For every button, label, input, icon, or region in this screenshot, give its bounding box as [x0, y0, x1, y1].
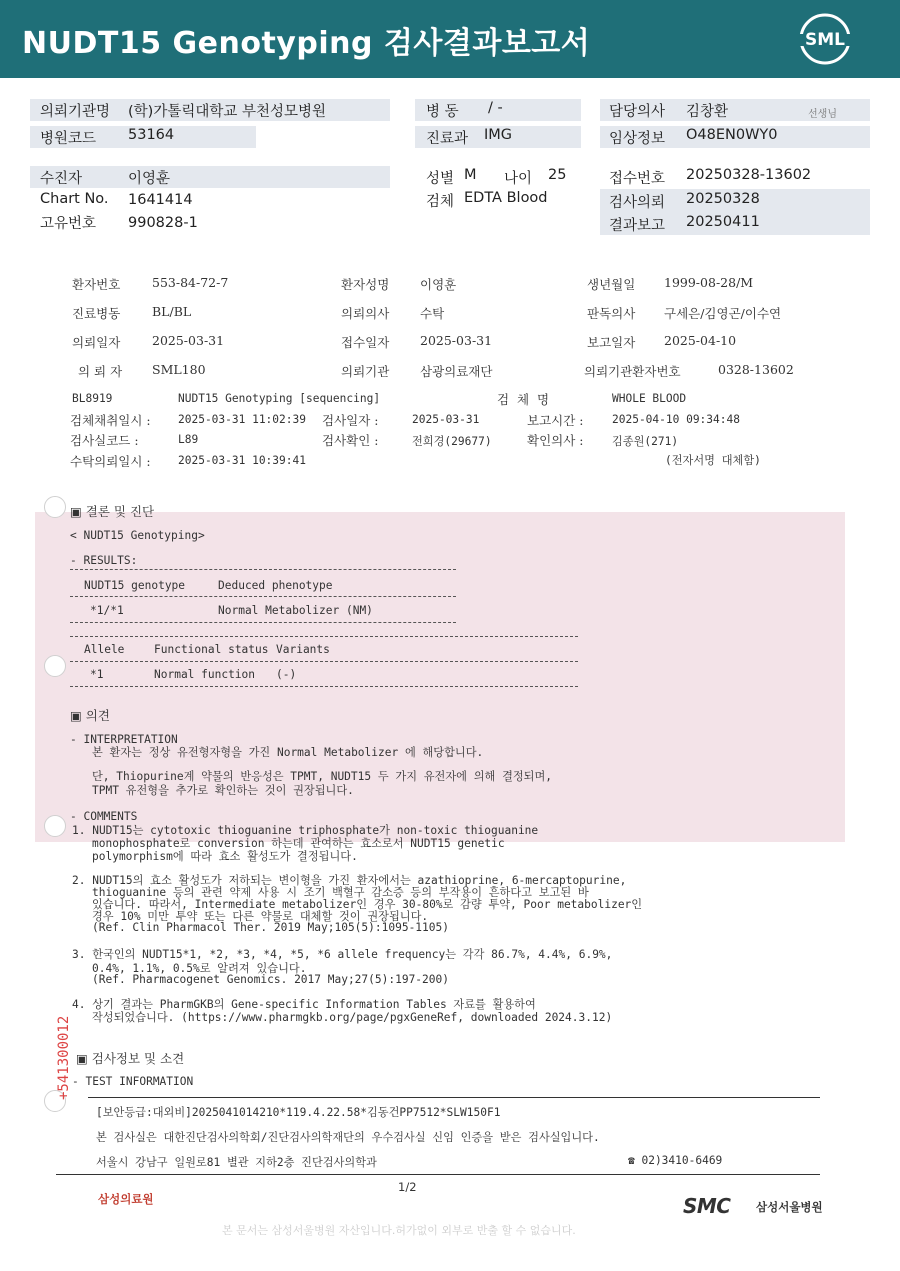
punch-hole-icon [44, 815, 66, 837]
pb-label: 의뢰기관환자번호 [584, 364, 681, 379]
phone-line: ☎ 02)3410-6469 [628, 1154, 723, 1167]
pb-label: 접수일자 [341, 335, 390, 350]
value-allele: *1 [90, 668, 104, 681]
doctor-value: 김창환 [686, 104, 729, 120]
request-date-value: 20250328 [686, 191, 760, 207]
pb-value: 0328-13602 [718, 362, 794, 377]
pb-label: 보고일자 [587, 335, 636, 350]
chart-value: 1641414 [128, 192, 193, 208]
divider [70, 622, 456, 623]
comment-line: 3. 한국인의 NUDT15*1, *2, *3, *4, *5, *6 allele frequency는 각각 86.7%, 4.4%, 6.9%, [72, 948, 613, 961]
divider [70, 636, 578, 637]
header-phenotype: Deduced phenotype [218, 579, 333, 592]
sex-label: 성별 [426, 171, 455, 187]
patient-row [30, 166, 390, 188]
confirm-doc-value: 김종원(271) [612, 435, 679, 448]
exam-date-value: 2025-03-31 [412, 413, 480, 426]
pb-value: 수탁 [420, 306, 445, 321]
header-genotype: NUDT15 genotype [84, 579, 186, 592]
comment-line: 4. 상기 결과는 PharmGKB의 Gene-specific Information Tables 자료를 활용하여 [72, 998, 536, 1011]
sex-value: M [464, 167, 477, 183]
samsung-seoul-brand: 삼성서울병원 [756, 1200, 823, 1214]
section-opinion: ▣ 의견 [70, 708, 110, 723]
doctor-suffix: 선생님 [808, 109, 837, 120]
receipt-value: 20250328-13602 [686, 167, 812, 183]
sml-logo-icon [796, 12, 854, 66]
header-bar [0, 0, 900, 78]
comment-line: 경우 10% 미만 투약 또는 다른 약물로 대체할 것이 권장됩니다. [92, 910, 429, 923]
pb-label: 의뢰일자 [72, 335, 121, 350]
value-variants: (-) [276, 668, 297, 681]
confirm-label: 검사확인 : [322, 433, 379, 448]
specimen-value: EDTA Blood [464, 190, 548, 206]
receipt-label: 접수번호 [609, 171, 666, 187]
divider [70, 596, 456, 597]
test-code: BL8919 [72, 392, 113, 405]
interpretation-line: TPMT 유전형을 추가로 확인하는 것이 권장됩니다. [92, 784, 354, 797]
pb-label: 환자성명 [341, 277, 390, 292]
results-label: - RESULTS: [70, 554, 138, 567]
uid-value: 990828-1 [128, 215, 198, 231]
specimen-name-value: WHOLE BLOOD [612, 392, 687, 405]
comments-label: - COMMENTS [70, 810, 138, 823]
pb-value: 2025-03-31 [152, 333, 225, 348]
comment-line: 2. NUDT15의 효소 활성도가 저하되는 변이형을 가진 환자에서는 azathioprine, 6-mercaptopurine, [72, 874, 627, 887]
address-line: 서울시 강남구 일원로81 별관 지하2층 진단검사의학과 [96, 1156, 377, 1169]
chart-label: Chart No. [40, 191, 109, 207]
pb-label: 의 뢰 자 [78, 364, 123, 379]
value-genotype: *1/*1 [90, 604, 124, 617]
test-info-title: - TEST INFORMATION [72, 1075, 194, 1088]
confirm-value: 전희경(29677) [412, 435, 492, 448]
divider [70, 661, 578, 662]
comment-line: polymorphism에 따라 효소 활성도가 결정됩니다. [92, 850, 358, 863]
samsung-medical-brand: 삼성의료원 [98, 1192, 154, 1206]
lab-code-value: L89 [178, 433, 199, 446]
page-title: NUDT15 Genotyping 검사결과보고서 [22, 26, 591, 61]
punch-hole-icon [44, 655, 66, 677]
report-date-value: 20250411 [686, 214, 760, 230]
sml-logo-text: SML [805, 30, 845, 50]
doctor-label: 담당의사 [609, 104, 666, 120]
pb-label: 판독의사 [587, 306, 636, 321]
pb-value: 2025-03-31 [420, 333, 493, 348]
comment-line: (Ref. Pharmacogenet Genomics. 2017 May;27(5):197-200) [92, 973, 449, 986]
value-phenotype: Normal Metabolizer (NM) [218, 604, 373, 617]
divider [70, 686, 578, 687]
clinic-label: 임상정보 [609, 131, 666, 147]
divider [88, 1097, 820, 1098]
exam-date-label: 검사일자 : [322, 413, 379, 428]
esign-note: (전자서명 대체함) [665, 454, 761, 467]
patient-value: 이영훈 [128, 171, 171, 187]
collect-label: 검체채취일시 : [70, 413, 151, 428]
comment-line: 1. NUDT15는 cytotoxic thioguanine triphosphate가 non-toxic thioguanine [72, 824, 539, 837]
comment-line: 0.4%, 1.1%, 0.5%로 알려져 있습니다. [92, 962, 307, 975]
value-functional: Normal function [154, 668, 256, 681]
pb-value: SML180 [152, 362, 206, 377]
pb-value: BL/BL [152, 304, 192, 319]
clinic-value: O48EN0WY0 [686, 127, 778, 143]
security-line: [보안등급:대외비]2025041014210*119.4.22.58*김동건PP7512*SLW150F1 [96, 1106, 501, 1119]
side-serial-number: +541300012 [56, 1015, 72, 1100]
pb-label: 환자번호 [72, 277, 121, 292]
pb-value: 삼광의료재단 [420, 364, 493, 379]
copyright-notice: 본 문서는 삼성서울병원 자산입니다.허가없이 외부로 반출 할 수 없습니다. [222, 1224, 576, 1237]
comment-line: thioguanine 등의 관련 약제 사용 시 조기 백혈구 감소증 등의 부작용이 흔하다고 보고된 바 [92, 886, 589, 899]
section-conclusion: ▣ 결론 및 진단 [70, 504, 155, 519]
pb-value: 구세은/김영곤/이수연 [664, 306, 782, 321]
pb-value: 2025-04-10 [664, 333, 737, 348]
punch-hole-icon [44, 496, 66, 518]
pb-value: 이영훈 [420, 277, 457, 292]
uid-label: 고유번호 [40, 216, 97, 232]
conclusion-title: < NUDT15 Genotyping> [70, 529, 205, 542]
comment-line: 있습니다. 따라서, Intermediate metabolizer인 경우 30-80%로 감량 투약, Poor metabolizer인 [92, 898, 643, 911]
pb-label: 의뢰의사 [341, 306, 390, 321]
code-label: 병원코드 [40, 131, 97, 147]
section-test-info: ▣ 검사정보 및 소견 [76, 1051, 185, 1066]
request-date-label: 검사의뢰 [609, 195, 666, 211]
ward-value: / - [488, 100, 503, 116]
trust-label: 수탁의뢰일시 : [70, 454, 151, 469]
test-name: NUDT15 Genotyping [sequencing] [178, 392, 381, 405]
report-date-label: 결과보고 [609, 218, 666, 234]
interpretation-line: 본 환자는 정상 유전형자형을 가진 Normal Metabolizer 에 해당합니다. [92, 746, 484, 759]
comment-line: monophosphate로 conversion 하는데 관여하는 효소로서 NUDT15 genetic [92, 837, 505, 850]
age-value: 25 [548, 167, 567, 183]
interpretation-line: 단, Thiopurine계 약물의 반응성은 TPMT, NUDT15 두 가지 유전자에 의해 결정되며, [92, 770, 553, 783]
specimen-label: 검체 [426, 194, 455, 210]
patient-label: 수진자 [40, 171, 83, 187]
trust-value: 2025-03-31 10:39:41 [178, 454, 306, 467]
smc-logo: SMC [683, 1194, 731, 1218]
header-allele: Allele [84, 643, 125, 656]
header-functional: Functional status [154, 643, 269, 656]
lab-code-label: 검사실코드 : [70, 433, 139, 448]
age-label: 나이 [504, 171, 533, 187]
ward-label: 병 동 [426, 104, 459, 120]
header-variants: Variants [276, 643, 330, 656]
dept-value: IMG [484, 127, 513, 143]
report-time-value: 2025-04-10 09:34:48 [612, 413, 740, 426]
divider [70, 569, 456, 570]
report-time-label: 보고시간 : [527, 413, 584, 428]
comment-line: 작성되었습니다. (https://www.pharmgkb.org/page/pgxGeneRef, downloaded 2024.3.12) [92, 1011, 613, 1024]
confirm-doc-label: 확인의사 : [527, 433, 584, 448]
pb-label: 진료병동 [72, 306, 121, 321]
comment-line: (Ref. Clin Pharmacol Ther. 2019 May;105(5):1095-1105) [92, 921, 449, 934]
divider [56, 1174, 820, 1175]
page-number: 1/2 [398, 1180, 417, 1194]
hospital-value: (학)가톨릭대학교 부천성모병원 [128, 104, 327, 120]
interpretation-label: - INTERPRETATION [70, 733, 178, 746]
pb-label: 의뢰기관 [341, 364, 390, 379]
dept-label: 진료과 [426, 131, 469, 147]
certification-line: 본 검사실은 대한진단검사의학회/진단검사의학재단의 우수검사실 신임 인증을 받은 검사실입니다. [96, 1131, 600, 1144]
hospital-label: 의뢰기관명 [40, 104, 111, 120]
pb-value: 553-84-72-7 [152, 275, 229, 290]
pb-label: 생년월일 [587, 277, 636, 292]
code-value: 53164 [128, 127, 175, 143]
pb-value: 1999-08-28/M [664, 275, 754, 290]
collect-value: 2025-03-31 11:02:39 [178, 413, 306, 426]
specimen-name-label: 검 체 명 [497, 392, 550, 407]
